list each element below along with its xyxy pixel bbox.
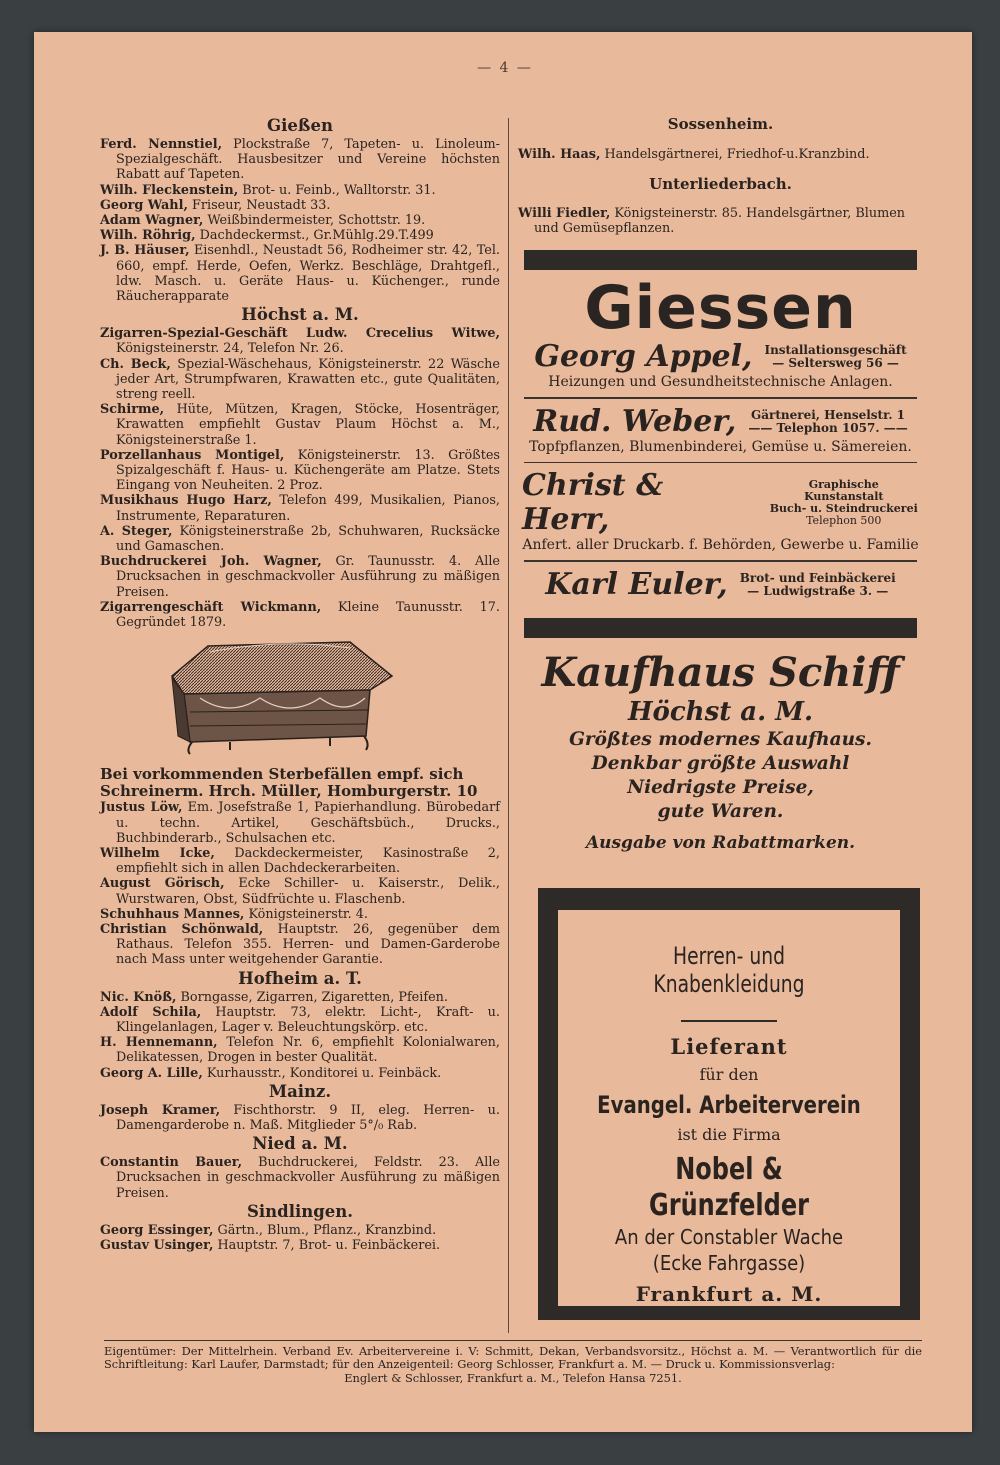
listing-entry-name: J. B. Häuser,	[100, 243, 190, 259]
listing-entry-name: Wilhelm Icke,	[100, 845, 215, 861]
listing-entry-name: Zigarrengeschäft Wickmann,	[100, 599, 322, 615]
unterliederbach-listing	[518, 206, 923, 236]
ad-name: Christ & Herr,	[522, 468, 664, 538]
listing-entry	[518, 147, 923, 162]
listing-entry	[100, 876, 500, 906]
listing-entry-name: Musikhaus Hugo Harz,	[100, 493, 272, 509]
listing-entry-name: Georg Wahl,	[100, 197, 188, 213]
kaufhaus-title: Kaufhaus Schiff	[541, 648, 900, 696]
listing-entry	[100, 1005, 500, 1035]
page-number: — 4 —	[477, 60, 533, 76]
listing-entry-text: Buchdruckerei, Feldstr. 23. Alle Drucksachen in geschmackvoller Ausführung zu mäßigen Preisen.	[116, 1155, 500, 1201]
listing-entry-text: Eisenhdl., Neustadt 56, Rodheimer str. 42, Tel. 660, empf. Herde, Oefen, Werkz. Beschläge, Drahtgefl., ldw. Masch. u. Geräte Haus- u. Küchenger., runde Räucherapparate	[116, 243, 501, 305]
listing-entry	[100, 1238, 500, 1253]
listing-entry	[100, 800, 500, 846]
listing-entry-text: Königsteinerstr. 13. Größtes Spizalgeschäft f. Haus- u. Küchengeräte am Platze. Stets Eingang von Neuheiten. 2 Proz.	[116, 447, 500, 494]
listing-entry-text: Hauptstr. 7, Brot- u. Feinbäckerei.	[213, 1237, 441, 1253]
listing-entry-name: Joseph Kramer,	[100, 1102, 221, 1118]
listing-entry	[100, 990, 500, 1005]
listing-entry	[100, 1035, 500, 1065]
frame-ad-lieferant: Lieferant	[670, 1034, 788, 1059]
frame-ad-fuer: für den	[699, 1065, 759, 1084]
ad-rule	[524, 560, 917, 562]
listing-entry	[100, 448, 500, 494]
kaufhaus-line: Niedrigste Preise,	[627, 776, 814, 798]
ad-name: Rud. Weber,	[533, 403, 737, 439]
listing-entry-text: Königsteinerstr. 24, Telefon Nr. 26.	[116, 341, 344, 357]
frame-ad-verein: Evangel. Arbeiterverein	[597, 1091, 861, 1119]
listing-entry-text: Dachdeckermst., Gr.Mühlg.29.T.499	[195, 228, 434, 244]
listing-entry	[100, 402, 500, 448]
listing-entry-text: Borngasse, Zigarren, Zigaretten, Pfeifen.	[176, 989, 448, 1005]
hoechst2-listing	[100, 800, 500, 967]
listing-entry-text: Hüte, Mützen, Kragen, Stöcke, Hosenträger, Krawatten empfiehlt Gustav Plaum Höchst a. M., Königsteinerstraße 1.	[116, 402, 500, 448]
listing-entry-text: Plockstraße 7, Tapeten- u. Linoleum-Spezialgeschäft. Hausbesitzer und Vereine höchsten Rabatt auf Tapeten.	[116, 137, 500, 183]
frame-ad-city: Frankfurt a. M.	[635, 1282, 823, 1306]
listing-entry	[100, 600, 500, 630]
section-heading-giessen: Gießen	[267, 116, 333, 135]
listing-entry	[100, 907, 500, 922]
giessen-ad-title: Giessen	[584, 273, 857, 344]
listing-entry	[100, 1155, 500, 1201]
ad-side-line: Telephon 500	[806, 514, 882, 528]
listing-entry-name: Adam Wagner,	[100, 213, 204, 229]
nied-listing	[100, 1155, 500, 1201]
listing-entry	[100, 243, 500, 304]
listing-entry-name: Ch. Beck,	[100, 356, 171, 372]
listing-entry	[100, 357, 500, 403]
listing-entry-text: Gr. Taunusstr. 4. Alle Drucksachen in geschmackvoller Ausführung zu mäßigen Preisen.	[116, 554, 500, 600]
listing-entry-text: Fischthorstr. 9 II, eleg. Herren- u. Damengarderobe n. Maß. Mitglieder 5°/₀ Rab.	[116, 1102, 500, 1133]
listing-entry-name: Ferd. Nennstiel,	[100, 137, 223, 152]
listing-entry-text: Hauptstr. 73, elektr. Licht-, Kraft- u. Klingelanlagen, Lager v. Beleuchtungskörp. etc.	[116, 1004, 500, 1035]
listing-entry-text: Kurhausstr., Konditorei u. Feinbäck.	[202, 1065, 442, 1081]
ad-side	[769, 479, 919, 527]
ad-side-line: Brot- und Feinbäckerei	[739, 570, 896, 585]
listing-entry	[100, 326, 500, 356]
listing-entry	[100, 1223, 500, 1238]
ad-christ-herr	[522, 469, 919, 537]
ad-side-line: Buch- u. Steindruckerei	[769, 502, 918, 516]
giessen-listing	[100, 137, 500, 304]
listing-entry	[100, 213, 500, 228]
listing-entry-text: Telefon Nr. 6, empfiehlt Kolonialwaren, Delikatessen, Drogen in bester Qualität.	[116, 1035, 500, 1066]
listing-entry-text: Ecke Schiller- u. Kaiserstr., Delik., Wurstwaren, Obst, Südfrüchte u. Flaschenb.	[116, 876, 500, 907]
listing-entry-name: Georg Essinger,	[100, 1222, 214, 1238]
listing-entry	[100, 228, 500, 243]
listing-entry-name: Gustav Usinger,	[100, 1237, 214, 1253]
ad-rule	[524, 397, 917, 399]
sterbefall-line2: Schreinerm. Hrch. Müller, Homburgerstr. 10	[100, 782, 478, 801]
listing-entry-name: Schirme,	[100, 402, 165, 418]
ad-side-line: Installationsgeschäft	[764, 343, 907, 358]
listing-entry-text: Friseur, Neustadt 33.	[187, 197, 331, 213]
listing-entry	[518, 206, 923, 236]
listing-entry-text: Brot- u. Feinb., Walltorstr. 31.	[238, 182, 436, 198]
ad-side	[764, 344, 906, 370]
ad-name: Karl Euler,	[545, 566, 728, 602]
left-column	[100, 115, 500, 1253]
listing-entry	[100, 1103, 500, 1133]
listing-entry-name: Christian Schönwald,	[100, 921, 264, 937]
listing-entry-name: H. Hennemann,	[100, 1035, 218, 1051]
black-bar-middle	[524, 618, 917, 638]
listing-entry-name: Schuhhaus Mannes,	[100, 906, 245, 922]
frame-ad	[558, 910, 900, 1306]
frame-ad-address: An der Constabler Wache	[614, 1225, 844, 1249]
right-column	[518, 115, 923, 854]
imprint-line: Englert & Schlosser, Frankfurt a. M., Telefon Hansa 7251.	[344, 1370, 682, 1385]
listing-entry-name: Wilh. Röhrig,	[100, 228, 196, 244]
frame-ad-firma: Nobel & Grünzfelder	[649, 1152, 809, 1223]
ad-sub: Heizungen und Gesundheitstechnische Anlagen.	[548, 374, 893, 391]
listing-entry-name: A. Steger,	[100, 523, 173, 539]
listing-entry-name: Georg A. Lille,	[100, 1065, 203, 1081]
listing-entry	[100, 198, 500, 213]
hofheim-listing	[100, 990, 500, 1081]
kaufhaus-city: Höchst a. M.	[627, 696, 814, 727]
listing-entry	[100, 137, 500, 183]
listing-entry-text: Weißbindermeister, Schottstr. 19.	[203, 213, 426, 229]
listing-entry	[100, 1066, 500, 1081]
sindlingen-listing	[100, 1223, 500, 1253]
frame-ad-address2: (Ecke Fahrgasse)	[652, 1251, 806, 1275]
ad-karl-euler	[522, 568, 919, 602]
mainz-listing	[100, 1103, 500, 1133]
listing-entry-text: Kleine Taunusstr. 17. Gegründet 1879.	[116, 599, 500, 631]
sterbefall-line1: Bei vorkommenden Sterbefällen empf. sich	[100, 765, 464, 784]
listing-entry-name: Porzellanhaus Montigel,	[100, 447, 285, 463]
kaufhaus-line: Größtes modernes Kaufhaus.	[569, 728, 872, 750]
listing-entry-name: Justus Löw,	[100, 800, 183, 816]
listing-entry-name: Willi Fiedler,	[518, 206, 611, 222]
listing-entry-name: Wilh. Fleckenstein,	[100, 182, 239, 198]
ad-name: Georg Appel,	[534, 339, 753, 375]
frame-ad-rule	[681, 1020, 777, 1022]
ad-rule	[524, 462, 917, 464]
listing-entry	[100, 524, 500, 554]
listing-entry-text: Spezial-Wäschehaus, Königsteinerstr. 22 Wäsche jeder Art, Strumpfwaren, Krawatten etc., gute Qualitäten, streng reell.	[116, 356, 500, 403]
listing-entry-text: Handelsgärtnerei, Friedhof-u.Kranzbind.	[600, 146, 870, 162]
section-heading-sossenheim: Sossenheim.	[667, 115, 774, 133]
kaufhaus-line: Denkbar größte Auswahl	[591, 752, 850, 774]
frame-ad-ist: ist die Firma	[677, 1125, 781, 1144]
section-heading-hofheim: Hofheim a. T.	[238, 968, 362, 988]
section-heading-nied: Nied a. M.	[252, 1134, 348, 1154]
listing-entry	[100, 554, 500, 600]
ad-side-line: Gärtnerei, Henselstr. 1	[751, 407, 906, 422]
coffin-illustration	[170, 638, 400, 756]
hoechst-listing	[100, 326, 500, 630]
listing-entry-text: Em. Josefstraße 1, Papierhandlung. Bürobedarf u. techn. Artikel, Geschäftsbüch., Drucks., Buchbinderarb., Schulsachen etc.	[116, 800, 500, 846]
section-heading-unterliederbach: Unterliederbach.	[649, 174, 792, 193]
listing-entry	[100, 922, 500, 968]
listing-entry-text: Dackdeckermeister, Kasinostraße 2, empfiehlt sich in allen Dachdeckerarbeiten.	[116, 845, 500, 877]
ad-side	[748, 409, 907, 435]
black-bar-top	[524, 250, 917, 270]
kaufhaus-rabatt: Ausgabe von Rabattmarken.	[585, 832, 856, 853]
ad-sub: Anfert. aller Druckarb. f. Behörden, Gewerbe u. Familie	[522, 537, 919, 554]
ad-side	[740, 572, 896, 598]
listing-entry-text: Telefon 499, Musikalien, Pianos, Instrumente, Reparaturen.	[116, 493, 500, 524]
footer-rule	[104, 1340, 922, 1341]
listing-entry-name: Wilh. Haas,	[518, 146, 601, 162]
section-heading-mainz: Mainz.	[268, 1081, 332, 1101]
sossenheim-listing	[518, 147, 923, 162]
column-divider	[508, 118, 509, 1333]
listing-entry-name: Nic. Knöß,	[100, 989, 177, 1005]
listing-entry-text: Königsteinerstr. 85. Handelsgärtner, Blumen und Gemüsepflanzen.	[534, 206, 906, 237]
ad-georg-appel	[522, 340, 919, 374]
section-heading-sindlingen: Sindlingen.	[246, 1201, 354, 1221]
ad-side-line: — Ludwigstraße 3. —	[747, 583, 889, 598]
section-heading-hoechst: Höchst a. M.	[241, 305, 359, 325]
listing-entry	[100, 846, 500, 876]
listing-entry-name: Buchdruckerei Joh. Wagner,	[100, 554, 322, 570]
listing-entry-text: Königsteinerstr. 4.	[244, 906, 368, 922]
ad-side-line: —— Telephon 1057. ——	[748, 420, 908, 435]
ad-side-line: Graphische Kunstanstalt	[804, 478, 884, 504]
imprint-footer	[104, 1345, 922, 1385]
listing-entry	[100, 183, 500, 198]
listing-entry-name: Adolf Schila,	[100, 1004, 202, 1020]
ad-side-line: — Seltersweg 56 —	[772, 356, 899, 371]
frame-ad-title: Herren- und Knabenkleidung	[653, 942, 805, 998]
listing-entry-name: August Görisch,	[100, 876, 225, 892]
listing-entry-text: Königsteinerstraße 2b, Schuhwaren, Rucksäcke und Gamaschen.	[116, 523, 500, 555]
listing-entry-name: Zigarren-Spezial-Geschäft Ludw. Crecelius Witwe,	[100, 326, 500, 342]
listing-entry-name: Constantin Bauer,	[100, 1155, 243, 1171]
listing-entry-text: Hauptstr. 26, gegenüber dem Rathaus. Telefon 355. Herren- und Damen-Garderobe nach Mass unter weitgehender Garantie.	[116, 921, 500, 968]
ad-sub: Topfpflanzen, Blumenbinderei, Gemüse u. Sämereien.	[529, 438, 912, 455]
kaufhaus-line: gute Waren.	[657, 800, 784, 822]
ad-rud-weber	[522, 405, 919, 439]
listing-entry-text: Gärtn., Blum., Pflanz., Kranzbind.	[213, 1222, 437, 1238]
imprint-line: Eigentümer: Der Mittelrhein. Verband Ev. Arbeitervereine i. V: Schmitt, Dekan, Verbandsvorsitz., Höchst a. M. — Verantwortlich für die Schriftleitung: Karl Laufer, Darmstadt; für den Anzeigenteil: Georg Schlosser, Frankfurt a. M. — Druck u. Kommissionsverlag:	[104, 1344, 922, 1372]
listing-entry	[100, 493, 500, 523]
